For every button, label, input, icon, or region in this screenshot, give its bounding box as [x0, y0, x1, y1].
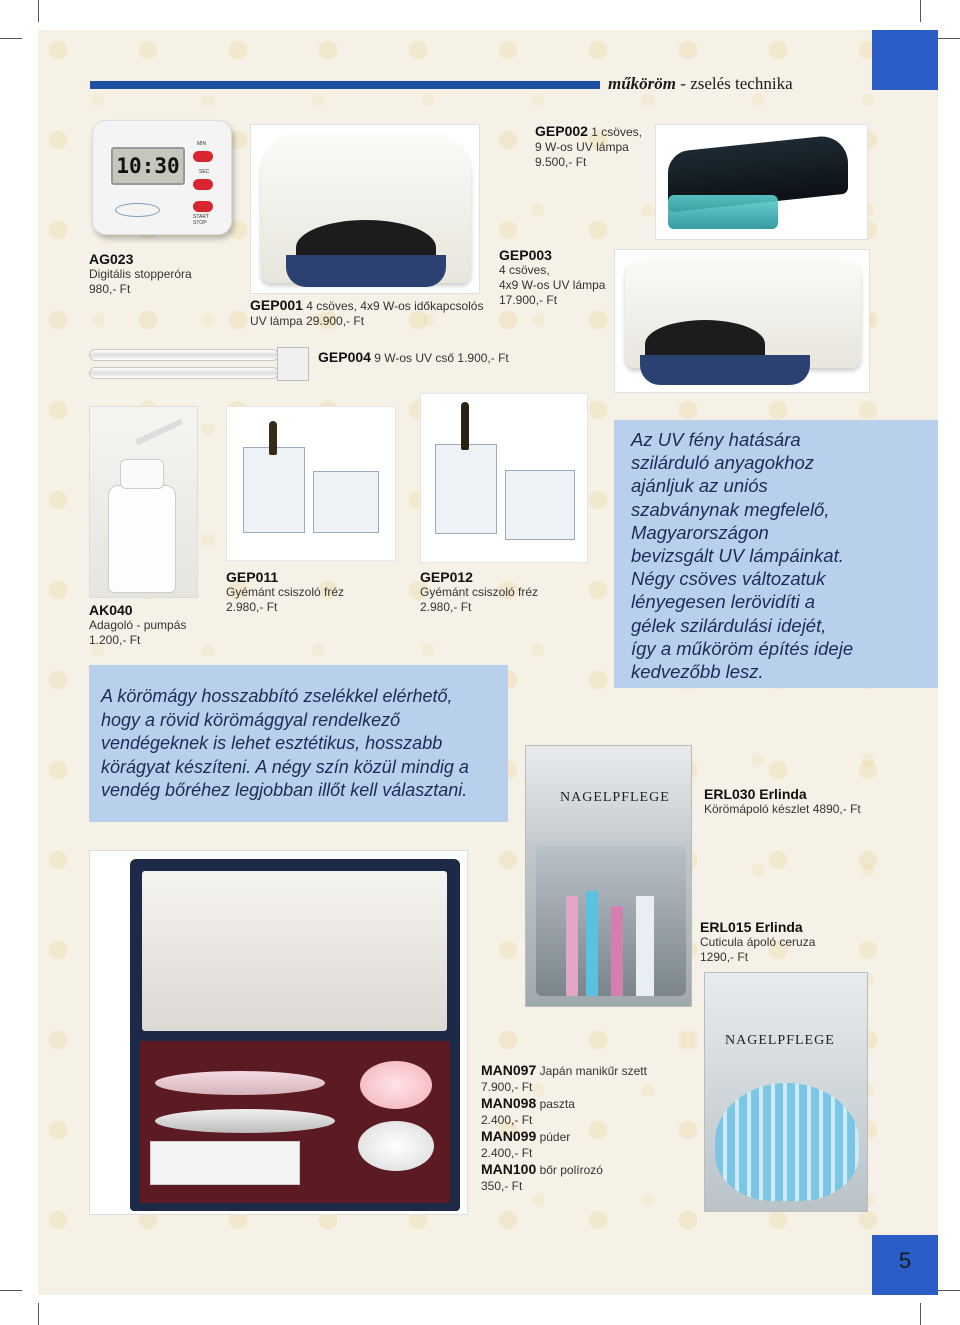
stopwatch-start-button: [193, 201, 213, 212]
pink-nail-tool: [611, 906, 623, 996]
blue-nail-tool: [586, 891, 598, 996]
product-label-ak040: [89, 603, 186, 648]
diamond-bit: [269, 421, 277, 455]
acrylic-lid: [505, 470, 575, 540]
product-label-erl030: [704, 787, 861, 817]
product-desc: 4x9 W-os UV lámpa: [499, 278, 606, 292]
product-desc: 4 csöves,: [499, 263, 550, 277]
stopwatch-min-button: [193, 151, 213, 162]
pink-buffer: [155, 1071, 325, 1095]
page-number: 5: [898, 1248, 912, 1273]
product-code: GEP004: [318, 349, 371, 365]
uv-info-line: Magyarországon: [631, 521, 769, 543]
nagelpflege-display-photo: [525, 745, 692, 1007]
product-code: MAN099: [481, 1128, 537, 1144]
acrylic-case: [435, 444, 497, 534]
bottle-spout: [135, 419, 183, 446]
uv-info-box: [614, 420, 938, 688]
product-code: AK040: [89, 602, 133, 618]
product-code: GEP001: [250, 297, 303, 313]
diamond-bit: [461, 402, 469, 450]
diamond-bit-case-photo: [226, 406, 396, 561]
uv-info-line: szabványnak megfelelő,: [631, 498, 830, 520]
crop-mark: [38, 1303, 39, 1325]
display-brand: NAGELPFLEGE: [560, 790, 670, 805]
uv-tube-cap: [277, 347, 309, 381]
crop-mark: [920, 0, 921, 22]
product-price: 1290,- Ft: [700, 950, 749, 964]
product-price: UV lámpa 29.900,- Ft: [250, 314, 365, 328]
crop-mark: [938, 1290, 960, 1291]
stopwatch-logo: [115, 203, 160, 217]
product-label-gep011: [226, 570, 344, 615]
display-brand: NAGELPFLEGE: [725, 1033, 835, 1048]
bottle-body: [108, 485, 176, 593]
product-label-gep001: [250, 298, 483, 329]
product-label-ag023: [89, 252, 192, 297]
uv-info-line: kedvezőbb lesz.: [631, 661, 764, 683]
stopwatch-min-label: MIN: [197, 141, 207, 147]
stopwatch-start-label: START STOP: [193, 214, 209, 226]
product-desc: bőr polírozó: [536, 1163, 603, 1177]
white-buffer-block: [150, 1141, 300, 1185]
gel-info-box: [89, 665, 508, 822]
stopwatch-display: 10:30: [111, 147, 185, 185]
silver-file: [155, 1109, 335, 1133]
silver-nail-tool: [636, 896, 654, 996]
product-code: ERL015 Erlinda: [700, 919, 803, 935]
cuticle-pencil-rack: [715, 1083, 859, 1201]
diamond-bit-case-photo: [420, 393, 588, 563]
product-price: 2.980,- Ft: [420, 600, 472, 614]
uv-info-line: Négy csöves változatuk: [631, 568, 826, 590]
product-price: 2.400,- Ft: [481, 1146, 533, 1160]
product-desc: Cuticula ápoló ceruza: [700, 935, 816, 949]
crop-mark: [0, 38, 22, 39]
product-desc: Gyémánt csiszoló fréz: [420, 585, 539, 599]
uv-info-line: lényegesen lerövidíti a: [631, 591, 816, 613]
section-title: [608, 74, 793, 94]
product-code: MAN100: [481, 1161, 537, 1177]
gel-info-line: vendégeknek is lehet esztétikus, hosszabb: [101, 733, 443, 753]
uv-info-line: gélek szilárdulási idejét,: [631, 614, 827, 636]
corner-accent-block: [872, 30, 938, 90]
stopwatch-sec-button: [193, 179, 213, 190]
stopwatch-photo: [92, 120, 232, 235]
gel-info-line: vendég bőréhez legjobban illőt kell választani.: [101, 780, 468, 800]
product-desc: Gyémánt csiszoló fréz: [226, 585, 345, 599]
uv-lamp-4-tube-photo: [250, 124, 480, 294]
product-code: ERL030 Erlinda: [704, 786, 807, 802]
section-title-rest: - zselés technika: [676, 74, 793, 93]
gel-info-line: körágyat készíteni. A négy szín közül mindig a: [101, 756, 469, 777]
acrylic-lid: [313, 471, 379, 533]
uv-lamp-1-tube-photo: [655, 124, 868, 240]
product-code: MAN098: [481, 1095, 537, 1111]
product-price: 17.900,- Ft: [499, 293, 558, 307]
uv-info-line: bevizsgált UV lámpáinkat.: [631, 545, 844, 567]
crop-mark: [920, 1303, 921, 1325]
product-desc: Körömápoló készlet 4890,- Ft: [704, 802, 861, 816]
lamp-cyan-tray: [668, 195, 778, 229]
stopwatch-sec-label: SEC: [199, 169, 210, 175]
powder-jar: [358, 1121, 434, 1171]
product-price: 350,- Ft: [481, 1179, 523, 1193]
section-title-bold: műköröm: [608, 74, 677, 93]
product-price: 2.980,- Ft: [226, 600, 278, 614]
product-label-gep012: [420, 570, 538, 615]
product-code: MAN097: [481, 1062, 537, 1078]
product-code: GEP003: [499, 247, 552, 263]
product-desc: 9 W-os UV cső 1.900,- Ft: [370, 351, 509, 365]
crop-mark: [938, 38, 960, 39]
product-label-erl015: [700, 920, 815, 965]
header-rule: [90, 81, 600, 89]
product-label-gep003: [499, 248, 605, 308]
lamp-base: [286, 255, 446, 287]
uv-lamp-gep003-photo: [614, 249, 870, 393]
product-desc: púder: [536, 1130, 571, 1144]
crop-mark: [38, 0, 39, 22]
product-code: GEP011: [226, 569, 279, 585]
product-code: GEP012: [420, 569, 473, 585]
product-price: 1.200,- Ft: [89, 633, 141, 647]
uv-tube: [89, 349, 279, 361]
product-desc: Japán manikűr szett: [536, 1064, 647, 1078]
product-label-gep004: [318, 350, 509, 366]
bottle-pump: [120, 459, 164, 489]
product-list-man: [481, 1062, 647, 1194]
crop-mark: [0, 1290, 22, 1291]
product-price: 2.400,- Ft: [481, 1113, 533, 1127]
product-desc: Adagoló - pumpás: [89, 618, 187, 632]
case-lid-lining: [142, 871, 447, 1031]
product-desc: 9 W-os UV lámpa: [535, 140, 629, 154]
uv-info-line: szilárduló anyagokhoz: [631, 452, 815, 474]
product-desc: 4 csöves, 4x9 W-os időkapcsolós: [302, 299, 484, 313]
pump-dispenser-photo: [89, 406, 198, 598]
gel-info-line: A körömágy hosszabbító zselékkel elérhető,: [101, 686, 453, 706]
manicure-set-photo: [89, 850, 468, 1215]
product-desc: Digitális stopperóra: [89, 267, 192, 281]
acrylic-case: [243, 447, 305, 533]
product-price: 980,- Ft: [89, 282, 131, 296]
product-price: 7.900,- Ft: [481, 1080, 533, 1094]
product-price: 9.500,- Ft: [535, 155, 587, 169]
product-desc: 1 csöves,: [587, 125, 642, 139]
product-code: AG023: [89, 251, 134, 267]
lamp-base: [640, 355, 810, 385]
product-label-gep002: [535, 124, 642, 170]
product-desc: paszta: [536, 1097, 575, 1111]
uv-info-line: Az UV fény hatására: [631, 429, 801, 450]
pink-nail-tool: [566, 896, 578, 996]
paste-jar: [360, 1061, 432, 1109]
cuticle-pencil-display-photo: [704, 972, 868, 1212]
uv-info-line: ajánljuk az uniós: [631, 475, 768, 497]
uv-info-line: így a műköröm építés ideje: [631, 637, 854, 659]
gel-info-line: hogy a rövid körömággyal rendelkező: [101, 709, 401, 730]
uv-tube-photo: [89, 345, 311, 385]
product-code: GEP002: [535, 123, 588, 139]
uv-tube: [89, 367, 279, 379]
